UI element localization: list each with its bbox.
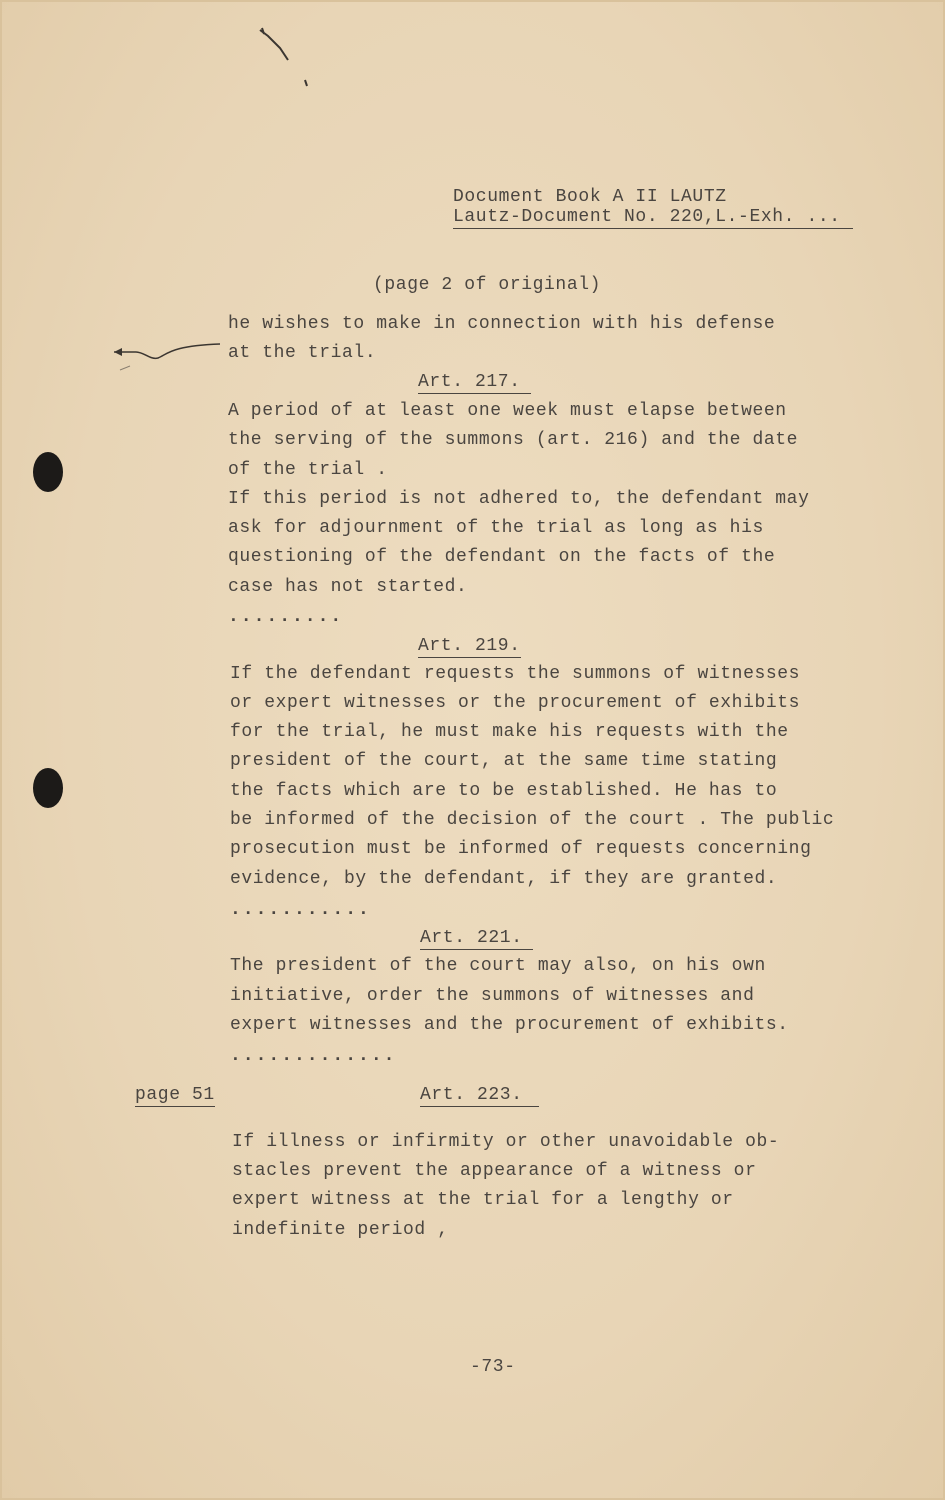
continuation-line: he wishes to make in connection with his defense bbox=[228, 314, 776, 334]
text-line: ask for adjournment of the trial as long as his bbox=[228, 518, 764, 538]
text-line: If this period is not adhered to, the defendant may bbox=[228, 489, 810, 509]
text-line: of the trial . bbox=[228, 460, 388, 480]
text-line: initiative, order the summons of witnesses and bbox=[230, 986, 755, 1006]
text-line: If the defendant requests the summons of witnesses bbox=[230, 664, 801, 684]
text-line: president of the court, at the same time stating bbox=[230, 751, 778, 771]
page-number: -73- bbox=[470, 1357, 516, 1377]
punch-hole-bottom bbox=[33, 768, 63, 808]
article-heading-217: Art. 217. bbox=[418, 371, 531, 394]
text-line: A period of at least one week must elapse between bbox=[228, 401, 787, 421]
article-heading-221: Art. 221. bbox=[420, 927, 533, 950]
pencil-scribble-icon bbox=[250, 20, 310, 90]
text-line: indefinite period , bbox=[232, 1220, 449, 1240]
header-line-1: Document Book A II LAUTZ bbox=[453, 187, 727, 207]
text-line: or expert witnesses or the procurement of exhibits bbox=[230, 693, 801, 713]
margin-page-reference: page 51 bbox=[135, 1085, 215, 1105]
text-line: for the trial, he must make his requests with the bbox=[230, 722, 789, 742]
text-line: questioning of the defendant on the facts of the bbox=[228, 547, 776, 567]
ellipsis-separator: ............. bbox=[230, 1046, 397, 1066]
text-line: be informed of the decision of the court . The public bbox=[230, 810, 835, 830]
text-line: expert witness at the trial for a lengthy or bbox=[232, 1190, 734, 1210]
text-line: case has not started. bbox=[228, 577, 468, 597]
text-line: prosecution must be informed of requests concerning bbox=[230, 839, 812, 859]
text-line: the serving of the summons (art. 216) and the date bbox=[228, 430, 799, 450]
text-line: stacles prevent the appearance of a witness or bbox=[232, 1161, 757, 1181]
text-line: The president of the court may also, on his own bbox=[230, 956, 766, 976]
article-heading-223: Art. 223. bbox=[420, 1084, 539, 1107]
punch-hole-top bbox=[33, 452, 63, 492]
margin-arrow-icon bbox=[110, 338, 230, 378]
text-line: the facts which are to be established. He has to bbox=[230, 781, 778, 801]
article-heading-219: Art. 219. bbox=[418, 636, 521, 656]
text-line: If illness or infirmity or other unavoidable ob- bbox=[232, 1132, 780, 1152]
text-line: expert witnesses and the procurement of exhibits. bbox=[230, 1015, 789, 1035]
ellipsis-separator: ......... bbox=[228, 607, 344, 627]
page-note: (page 2 of original) bbox=[373, 275, 602, 295]
ellipsis-separator: ........... bbox=[230, 900, 371, 920]
continuation-line: at the trial. bbox=[228, 343, 377, 363]
text-line: evidence, by the defendant, if they are granted. bbox=[230, 869, 778, 889]
header-line-2: Lautz-Document No. 220,L.-Exh. ... bbox=[453, 206, 853, 229]
